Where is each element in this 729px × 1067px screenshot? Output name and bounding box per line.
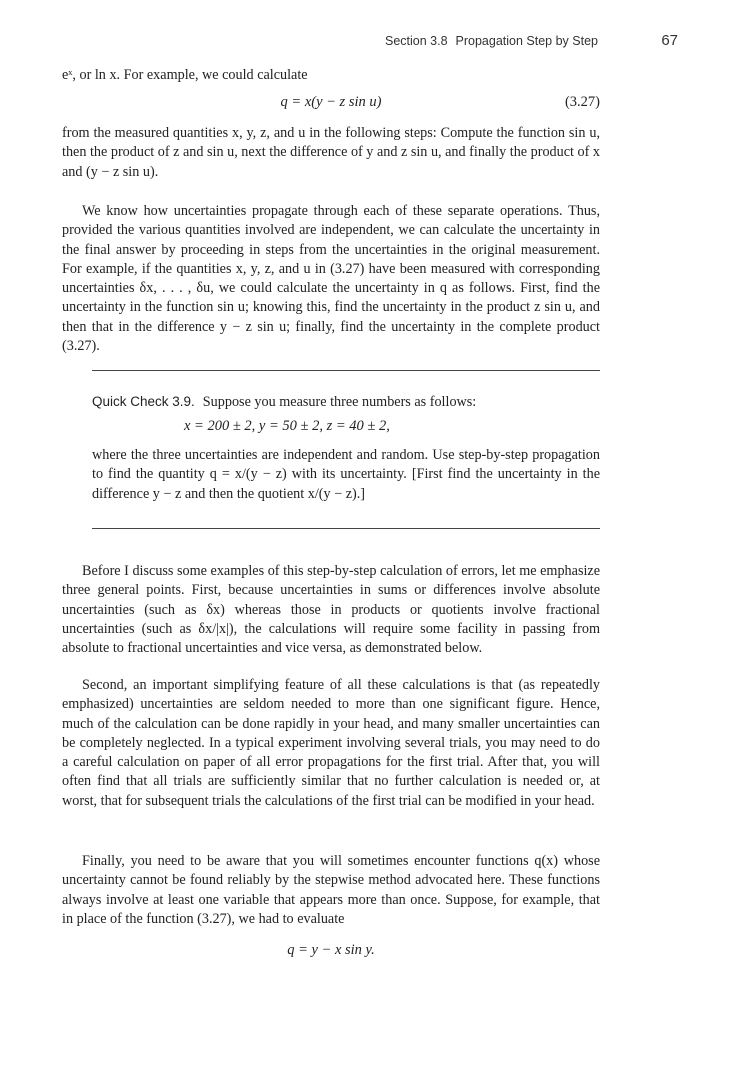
- paragraph-final-point: Finally, you need to be aware that you will sometimes encounter functions q(x) whose uncertainty cannot be found reliably by the stepwise method advocated here. These functions always involve at least one variable that appears more than once. Suppose, for example, that in place of the function (3.27), we had to evaluate: [62, 853, 600, 927]
- page-header: [60, 34, 678, 54]
- quick-check-label: Quick Check 3.9.: [92, 394, 195, 409]
- equation-final: [62, 942, 600, 964]
- quick-check-intro-text: Suppose you measure three numbers as follows:: [202, 394, 477, 410]
- paragraph-second-point: Second, an important simplifying feature of all these calculations is that (as repeatedly emphasized) uncertainties are seldom needed to more than one significant figure. Hence, much of the calculation can be done rapidly in your head, and many smaller uncertainties can be completely neglected. In a typical experiment involving several trials, you may need to do a careful calculation on paper of all error propagations for the first trial. After that, you will often find that all trials are sufficiently similar that no further calculation is needed or, at worst, that for subsequent trials the calculations of the first trial can be modified in your head.: [62, 677, 600, 809]
- quick-check-intro: [92, 392, 600, 412]
- quick-check-body: where the three uncertainties are independent and random. Use step-by-step propagation to find the quantity q = x/(y − z) with its uncertainty. [First find the uncertainty in the difference y − z and then the quotient x/(y − z).]: [92, 447, 600, 502]
- section-title: Propagation Step by Step: [455, 34, 598, 48]
- page-number: 67: [661, 32, 678, 49]
- equation-body: q = x(y − z sin u): [280, 94, 382, 110]
- equation-number: (3.27): [564, 94, 600, 110]
- running-head: [385, 34, 598, 48]
- section-number: Section 3.8: [384, 34, 448, 48]
- equation-3-27: [62, 94, 600, 116]
- quick-check-bottom-rule: [92, 528, 600, 529]
- quick-check-top-rule: [92, 370, 600, 371]
- paragraph-propagation: We know how uncertainties propagate through each of these separate operations. Thus, provided the various quantities involved are independent, we can calculate the uncertainty in the final answer by proceeding in steps from the uncertainties in the original measurement. For example, if the quantities x, y, z, and u in (3.27) have been measured with corresponding uncertainties δx, . . . , δu, we could calculate the uncertainty in q as follows. First, find the uncertainty in the function sin u; knowing this, find the uncertainty in the product z sin u, and then that in the difference y − z sin u; finally, find the uncertainty in the complete product (3.27).: [62, 203, 600, 355]
- paragraph-intro: eˣ, or ln x. For example, we could calculate: [62, 67, 308, 83]
- paragraph-general-points: Before I discuss some examples of this step-by-step calculation of errors, let me emphasize three general points. First, because uncertainties in sums or differences involve absolute uncertainties (such as δx) whereas those in products or quotients involve fractional uncertainties (such as δx/|x|), the calculations will require some facility in passing from absolute to fractional uncertainties and vice versa, as demonstrated below.: [62, 563, 600, 657]
- equation-final-body: q = y − x sin y.: [287, 942, 375, 958]
- quick-check-values: x = 200 ± 2, y = 50 ± 2, z = 40 ± 2,: [184, 418, 390, 434]
- paragraph-steps: from the measured quantities x, y, z, and u in the following steps: Compute the function sin u, then the product of z and sin u, next the difference of y and z sin u, and finally the product of x and (y − z sin u).: [62, 125, 600, 180]
- quick-check-equation: [92, 418, 600, 440]
